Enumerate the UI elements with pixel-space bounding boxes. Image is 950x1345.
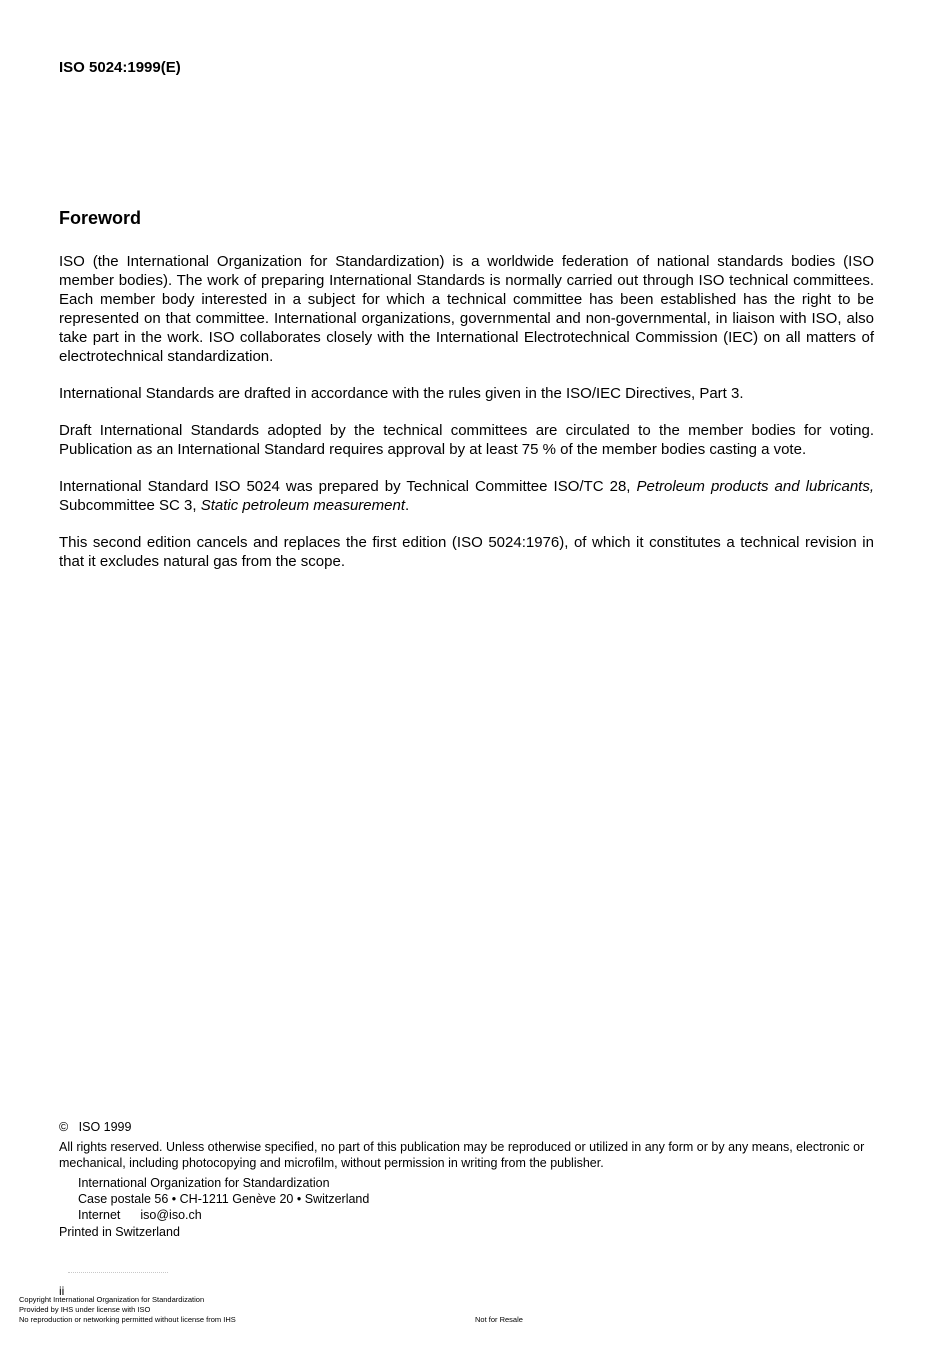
copyright-notice: © ISO 1999 (59, 1120, 132, 1134)
rights-statement: All rights reserved. Unless otherwise specified, no part of this publication may be reproduced or utilized in any form or by any means, electronic or mechanical, including photocopying and microfilm, without permission in writing from the publisher. (59, 1140, 865, 1170)
p4-text-a: International Standard ISO 5024 was prepared by Technical Committee ISO/TC 28, (59, 478, 637, 495)
page-number: ii (59, 1284, 65, 1298)
footer-line-3: No reproduction or networking permitted without license from IHS (19, 1315, 236, 1324)
subcommittee-title: Static petroleum measurement (200, 497, 405, 514)
p4-text-e: . (405, 497, 410, 514)
not-for-resale: Not for Resale (475, 1315, 523, 1324)
foreword-paragraph-3: Draft International Standards adopted by the technical committees are circulated to the member bodies for voting. Publication as an International Standard requires approval by at least 75 % of the member bodies casting a vote. (59, 422, 874, 458)
document-id: ISO 5024:1999(E) (59, 59, 181, 76)
internet-email: iso@iso.ch (140, 1208, 202, 1222)
foreword-paragraph-1: ISO (the International Organization for Standardization) is a worldwide federation of national standards bodies (ISO member bodies). The work of preparing International Standards is normally carried out through ISO technical committees. Each member body interested in a subject for which a technical committee has been established has the right to be represented on that committee. International organizations, governmental and non-governmental, in liaison with ISO, also take part in the work. ISO collaborates closely with the International Electrotechnical Commission (IEC) on all matters of electrotechnical standardization. (59, 253, 874, 365)
p4-text-c: Subcommittee SC 3, (59, 497, 201, 514)
license-footer (19, 1295, 236, 1325)
publisher-address (78, 1175, 369, 1223)
foreword-paragraph-5: This second edition cancels and replaces the first edition (ISO 5024:1976), of which it constitutes a technical revision in that it excludes natural gas from the scope. (59, 534, 874, 570)
scan-artifact (68, 1272, 168, 1275)
section-title: Foreword (59, 208, 142, 228)
committee-title: Petroleum products and lubricants, (636, 478, 875, 495)
publisher-org: International Organization for Standardization (78, 1176, 330, 1190)
foreword-paragraph-2: International Standards are drafted in accordance with the rules given in the ISO/IEC Directives, Part 3. (59, 385, 744, 402)
printed-in: Printed in Switzerland (59, 1225, 180, 1239)
foreword-paragraph-4 (59, 477, 874, 515)
internet-label: Internet (78, 1208, 121, 1222)
publisher-postal: Case postale 56 • CH-1211 Genève 20 • Switzerland (78, 1192, 370, 1206)
publisher-internet (78, 1207, 369, 1223)
footer-line-2: Provided by IHS under license with ISO (19, 1305, 151, 1314)
footer-line-1: Copyright International Organization for Standardization (19, 1295, 205, 1304)
